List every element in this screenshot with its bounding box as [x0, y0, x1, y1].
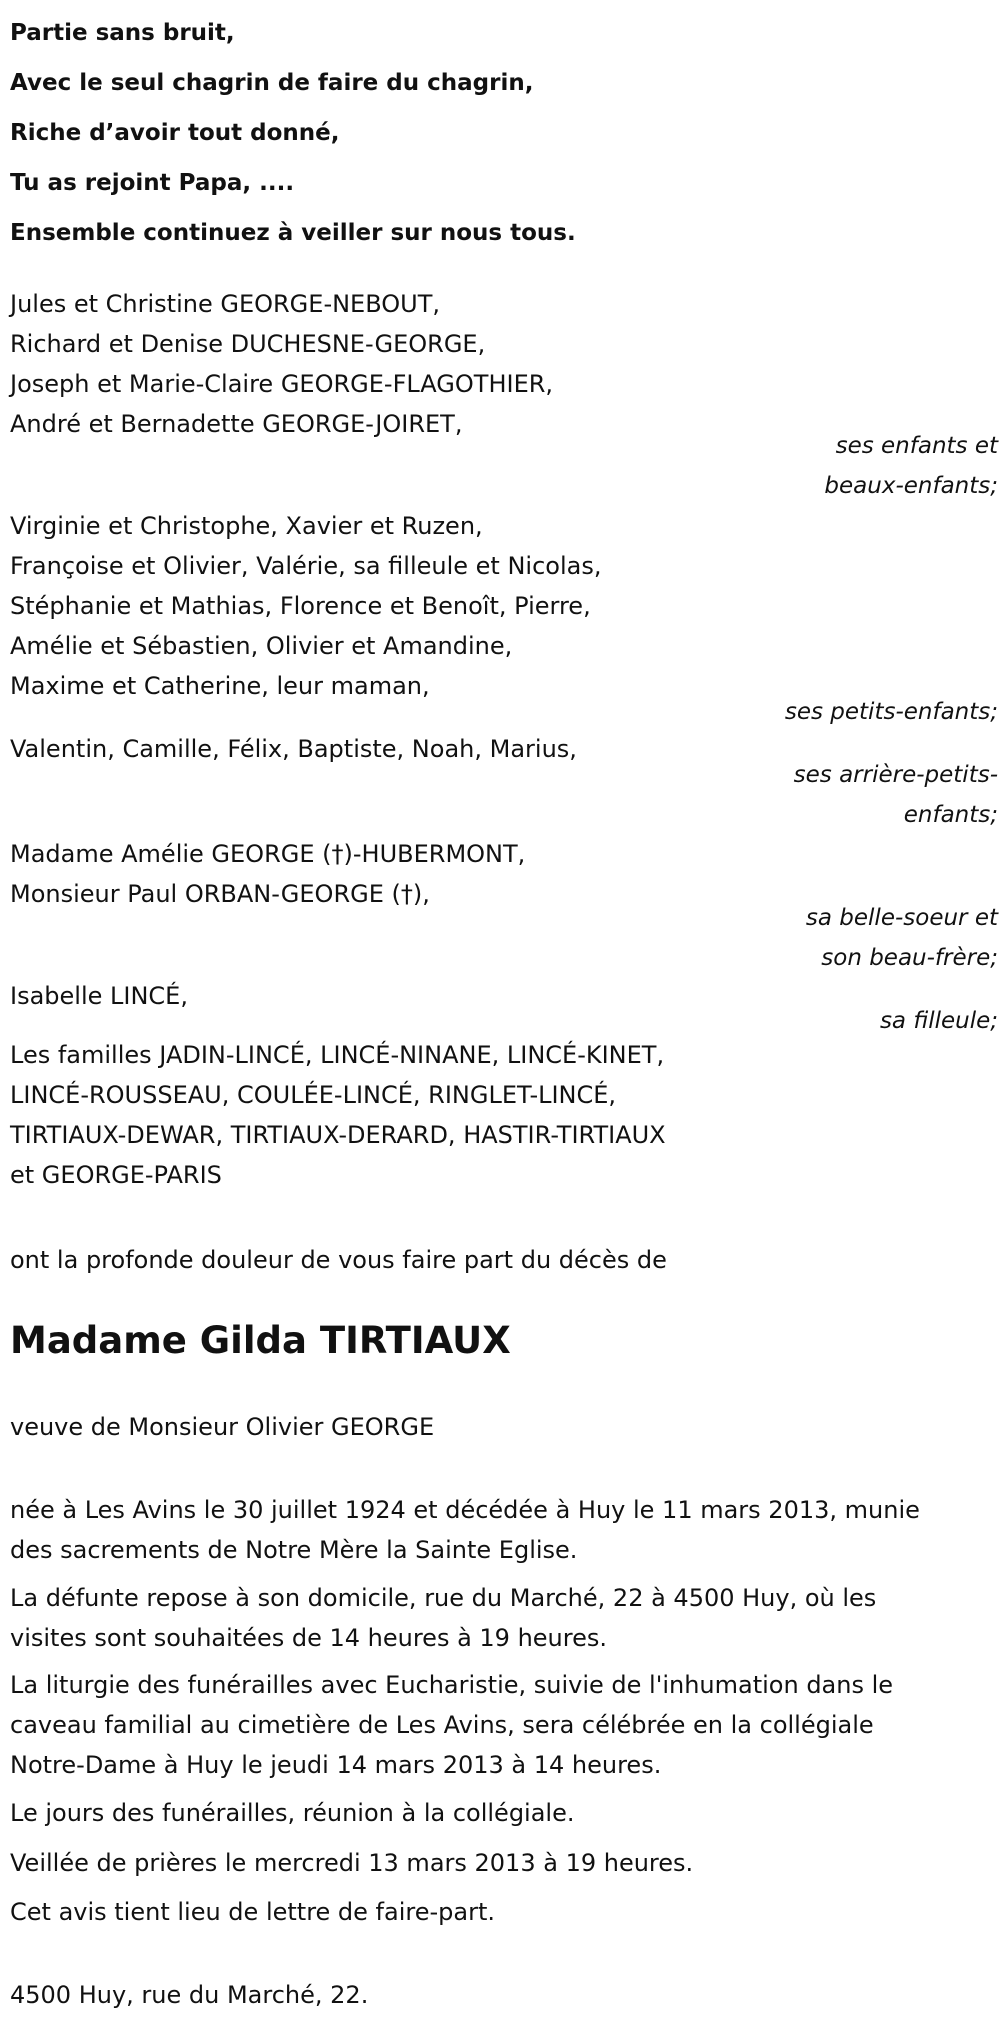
poem-line: Riche d’avoir tout donné,	[10, 120, 340, 146]
great-grandchildren-relation	[794, 755, 998, 835]
paragraph-line: des sacrements de Notre Mère la Sainte Eglise.	[10, 1536, 578, 1564]
family-name-line: Françoise et Olivier, Valérie, sa filleule et Nicolas,	[10, 552, 602, 580]
paragraph-line: Veillée de prières le mercredi 13 mars 2013 à 19 heures.	[10, 1849, 694, 1877]
family-name-line: Les familles JADIN-LINCÉ, LINCÉ-NINANE, LINCÉ-KINET,	[10, 1041, 665, 1069]
announcement	[10, 1240, 998, 1280]
family-name-line: Maxime et Catherine, leur maman,	[10, 672, 430, 700]
family-name-line: Joseph et Marie-Claire GEORGE-FLAGOTHIER,	[10, 370, 554, 398]
goddaughter-relation	[880, 1001, 998, 1041]
address-line: 4500 Huy, rue du Marché, 22.	[10, 1981, 369, 2009]
family-name-line: Madame Amélie GEORGE (†)-HUBERMONT,	[10, 840, 526, 868]
family-name-line: Isabelle LINCÉ,	[10, 982, 188, 1010]
in-laws-names	[10, 834, 525, 914]
paragraph-line: Notre-Dame à Huy le jeudi 14 mars 2013 à 14 heures.	[10, 1751, 662, 1779]
relation-line: sa belle-soeur et	[805, 905, 998, 931]
in-laws-relation	[806, 898, 998, 978]
address	[10, 1975, 998, 2015]
children-names	[10, 284, 553, 444]
vigil-paragraph	[10, 1843, 998, 1883]
liturgy-paragraph	[10, 1665, 998, 1785]
poem-line: Partie sans bruit,	[10, 20, 235, 46]
relation-line: ses arrière-petits-	[793, 762, 998, 788]
paragraph-line: La liturgie des funérailles avec Eucharistie, suivie de l'inhumation dans le	[10, 1671, 894, 1699]
paragraph-line: Le jours des funérailles, réunion à la collégiale.	[10, 1799, 575, 1827]
notice-paragraph	[10, 1892, 998, 1932]
paragraph-line: née à Les Avins le 30 juillet 1924 et décédée à Huy le 11 mars 2013, munie	[10, 1496, 920, 1524]
family-name-line: Richard et Denise DUCHESNE-GEORGE,	[10, 330, 486, 358]
relation-line: son beau-frère;	[821, 945, 998, 971]
families	[10, 1035, 666, 1195]
relation-line: ses enfants et	[835, 433, 998, 459]
birth-death-paragraph	[10, 1490, 998, 1570]
deceased-name: Madame Gilda TIRTIAUX	[10, 1319, 511, 1362]
family-name-line: Virginie et Christophe, Xavier et Ruzen,	[10, 512, 483, 540]
family-name-line: et GEORGE-PARIS	[10, 1161, 222, 1189]
poem-line: Ensemble continuez à veiller sur nous tous.	[10, 220, 576, 246]
family-name-line: LINCÉ-ROUSSEAU, COULÉE-LINCÉ, RINGLET-LINCÉ,	[10, 1081, 617, 1109]
children-relation	[824, 426, 998, 506]
relation-line: ses petits-enfants;	[784, 699, 998, 725]
family-name-line: TIRTIAUX-DEWAR, TIRTIAUX-DERARD, HASTIR-TIRTIAUX	[10, 1121, 666, 1149]
grandchildren-names	[10, 506, 601, 706]
family-name-line: Monsieur Paul ORBAN-GEORGE (†),	[10, 880, 430, 908]
family-name-line: André et Bernadette GEORGE-JOIRET,	[10, 410, 463, 438]
paragraph-line: Cet avis tient lieu de lettre de faire-part.	[10, 1898, 495, 1926]
announcement-line: ont la profonde douleur de vous faire part du décès de	[10, 1246, 667, 1274]
poem-line: Avec le seul chagrin de faire du chagrin,	[10, 70, 534, 96]
family-name-line: Valentin, Camille, Félix, Baptiste, Noah, Marius,	[10, 735, 577, 763]
family-name-line: Amélie et Sébastien, Olivier et Amandine,	[10, 632, 513, 660]
paragraph-line: La défunte repose à son domicile, rue du Marché, 22 à 4500 Huy, où les	[10, 1584, 877, 1612]
paragraph-line: caveau familial au cimetière de Les Avins, sera célébrée en la collégiale	[10, 1711, 874, 1739]
great-grandchildren-names	[10, 729, 577, 769]
widow-of-line: veuve de Monsieur Olivier GEORGE	[10, 1413, 435, 1441]
goddaughter-names	[10, 976, 188, 1016]
family-name-line: Jules et Christine GEORGE-NEBOUT,	[10, 290, 441, 318]
relation-line: sa filleule;	[879, 1008, 998, 1034]
poem-line: Tu as rejoint Papa, ....	[10, 170, 295, 196]
relation-line: enfants;	[903, 802, 998, 828]
poem	[10, 8, 576, 258]
family-name-line: Stéphanie et Mathias, Florence et Benoît, Pierre,	[10, 592, 591, 620]
meeting-paragraph	[10, 1793, 998, 1833]
paragraph-line: visites sont souhaitées de 14 heures à 19 heures.	[10, 1624, 607, 1652]
rest-paragraph	[10, 1578, 998, 1658]
widow-of	[10, 1407, 998, 1447]
grandchildren-relation	[785, 692, 998, 732]
relation-line: beaux-enfants;	[824, 473, 998, 499]
